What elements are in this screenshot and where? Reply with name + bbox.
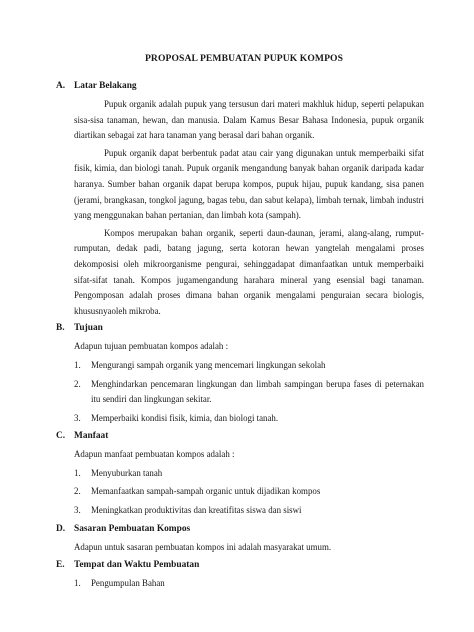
section-letter: A. xyxy=(56,81,66,91)
list-number: 3. xyxy=(74,505,81,516)
section-title: Tempat dan Waktu Pembuatan xyxy=(74,560,200,571)
list-text: Memperbaiki kondisi fisik, kimia, dan biologi tanah. xyxy=(91,412,279,423)
section-letter: C. xyxy=(56,431,66,442)
paragraph: Kompos merupakan bahan organik, seperti daun-daunan, jerami, alang-alang, rumput-rumputan, dedak padi, batang jagung, serta kotoran hewan yangtelah mengalami proses dekomposisi oleh mikroorganisme pengurai, sehinggadapat dimanfaatkan untuk memperbaiki sifat-sifat tanah. Kompos jugamengandung harahara mineral yang esensial bagi tanaman. Pengomposan adalah proses dimana bahan organik mengalami penguraian secara biologis, khususnyaoleh mikroba. xyxy=(74,227,424,316)
section-heading xyxy=(56,321,424,335)
section-tempat-waktu xyxy=(56,558,424,592)
list-number: 1. xyxy=(74,359,81,370)
section-letter: B. xyxy=(56,323,65,334)
list-item xyxy=(74,576,424,592)
list-item xyxy=(74,358,424,374)
paragraph: Pupuk organik adalah pupuk yang tersusun dari materi makhluk hidup, seperti pelapukan sisa-sisa tanaman, hewan, dan manusia. Dalam Kamus Besar Bahasa Indonesia, pupuk organik diartikan sebagai zat hara tanaman yang berasal dari bahan organik. xyxy=(74,99,424,141)
section-intro: Adapun manfaat pembuatan kompos adalah : xyxy=(74,449,235,460)
paragraph: Pupuk organik dapat berbentuk padat atau cair yang digunakan untuk memperbaiki sifat fisik, kimia, dan biologi tanah. Pupuk organik mengandung banyak bahan organik daripada kadar haranya. Sumber bahan organik dapat berupa kompos, pupuk hijau, pupuk kandang, sisa panen (jerami, brangkasan, tongkol jagung, bagas tebu, dan sabut kelapa), limbah ternak, limbah industri yang menggunakan bahan pertanian, dan limbah kota (sampah). xyxy=(74,147,424,221)
list-item xyxy=(74,377,424,408)
list-text: Memanfaatkan sampah-sampah organic untuk dijadikan kompos xyxy=(91,486,321,497)
list-text: Meningkatkan produktivitas dan kreatifitas siswa dan siswi xyxy=(91,505,302,516)
section-title: Sasaran Pembuatan Kompos xyxy=(74,523,191,534)
section-sasaran xyxy=(56,522,424,556)
section-body xyxy=(74,339,424,426)
list-number: 1. xyxy=(74,467,81,478)
section-heading xyxy=(56,79,424,93)
section-heading xyxy=(56,558,424,572)
section-title: Manfaat xyxy=(74,431,109,442)
section-intro: Adapun untuk sasaran pembuatan kompos ini adalah masyarakat umum. xyxy=(74,541,332,552)
list-text: Pengumpulan Bahan xyxy=(91,578,165,589)
section-intro: Adapun tujuan pembuatan kompos adalah : xyxy=(74,341,229,352)
list-text: Menghindarkan pencemaran lingkungan dan limbah sampingan berupa fases di peternakan itu sendiri dan lingkungan sekitar. xyxy=(91,378,424,405)
section-body xyxy=(74,540,424,556)
list-text: Mengurangi sampah organik yang mencemari lingkungan sekolah xyxy=(91,359,326,370)
section-body xyxy=(74,576,424,592)
list-number: 2. xyxy=(74,378,81,389)
section-body xyxy=(74,447,424,518)
list-item xyxy=(74,411,424,427)
section-title: Latar Belakang xyxy=(74,81,137,91)
section-letter: E. xyxy=(56,560,65,571)
section-title: Tujuan xyxy=(74,323,103,334)
list-item xyxy=(74,466,424,482)
list-number: 1. xyxy=(74,578,81,589)
section-latar-belakang xyxy=(56,79,424,319)
list-text: Menyuburkan tanah xyxy=(91,467,163,478)
section-manfaat xyxy=(56,429,424,518)
list-number: 2. xyxy=(74,486,81,497)
list-item xyxy=(74,484,424,500)
document-title: PROPOSAL PEMBUATAN PUPUK KOMPOS xyxy=(144,53,344,64)
section-body xyxy=(74,97,424,319)
list-item xyxy=(74,503,424,519)
section-heading xyxy=(56,429,424,443)
list-number: 3. xyxy=(74,412,81,423)
section-heading xyxy=(56,522,424,536)
section-tujuan xyxy=(56,321,424,426)
section-letter: D. xyxy=(56,523,66,534)
